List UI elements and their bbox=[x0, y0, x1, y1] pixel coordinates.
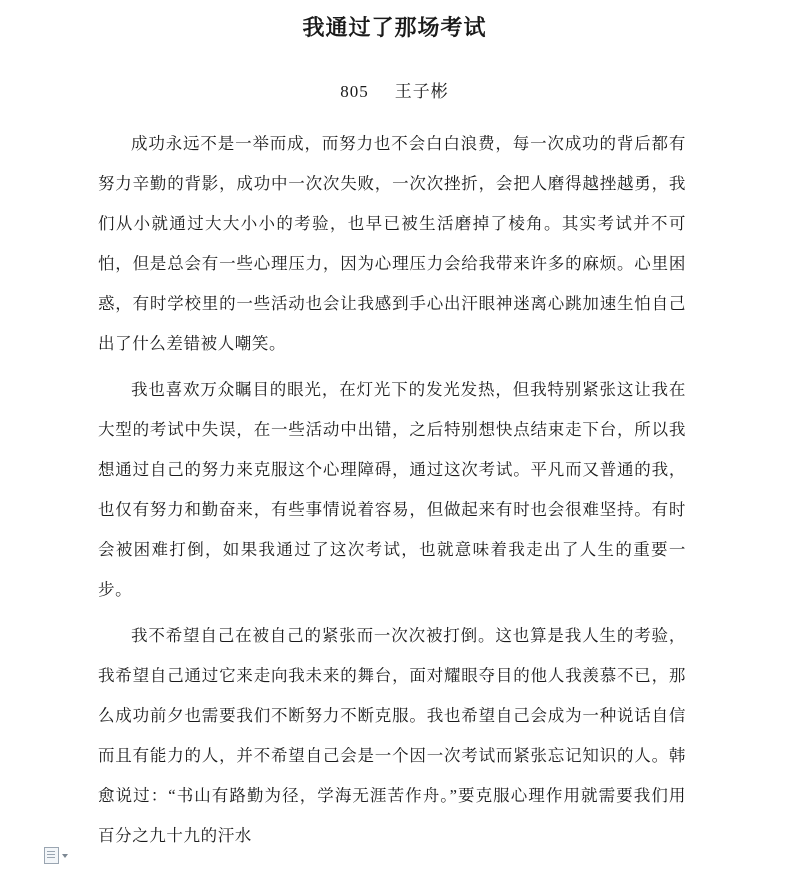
status-bar[interactable] bbox=[44, 847, 68, 864]
paragraph: 成功永远不是一举而成，而努力也不会白白浪费，每一次成功的背后都有努力辛勤的背影，成功中一次次失败，一次次挫折，会把人磨得越挫越勇，我们从小就通过大大小小的考验，也早已被生活磨掉了棱角。其实考试并不可怕，但是总会有一些心理压力，因为心理压力会给我带来许多的麻烦。心里困惑，有时学校里的一些活动也会让我感到手心出汗眼神迷离心跳加速生怕自己出了什么差错被人嘲笑。 bbox=[98, 133, 686, 353]
paragraph: 我也喜欢万众瞩目的眼光，在灯光下的发光发热，但我特别紧张这让我在大型的考试中失误，在一些活动中出错，之后特别想快点结束走下台，所以我想通过自己的努力来克服这个心理障碍，通过这次考试。平凡而又普通的我，也仅有努力和勤奋来，有些事情说着容易，但做起来有时也会很难坚持。有时会被困难打倒，如果我通过了这次考试，也就意味着我走出了人生的重要一步。 bbox=[98, 379, 686, 599]
chevron-down-icon[interactable] bbox=[62, 854, 68, 858]
page-title: 我通过了那场考试 bbox=[302, 16, 487, 41]
document-body[interactable] bbox=[0, 124, 789, 856]
mini-document-icon[interactable] bbox=[44, 847, 59, 864]
paragraph: 我不希望自己在被自己的紧张而一次次被打倒。这也算是我人生的考验，我希望自己通过它来走向我未来的舞台，面对耀眼夺目的他人我羡慕不已，那么成功前夕也需要我们不断努力不断克服。我也希望自己会成为一种说话自信而且有能力的人，并不希望自己会是一个因一次考试而紧张忘记知识的人。韩愈说过：“书山有路勤为径，学海无涯苦作舟。”要克服心理作用就需要我们用百分之九十九的汗水 bbox=[98, 625, 686, 845]
byline-number: 805 bbox=[340, 81, 369, 101]
document-page bbox=[0, 14, 789, 878]
byline-author: 王子彬 bbox=[394, 81, 449, 101]
document-byline bbox=[0, 77, 789, 102]
